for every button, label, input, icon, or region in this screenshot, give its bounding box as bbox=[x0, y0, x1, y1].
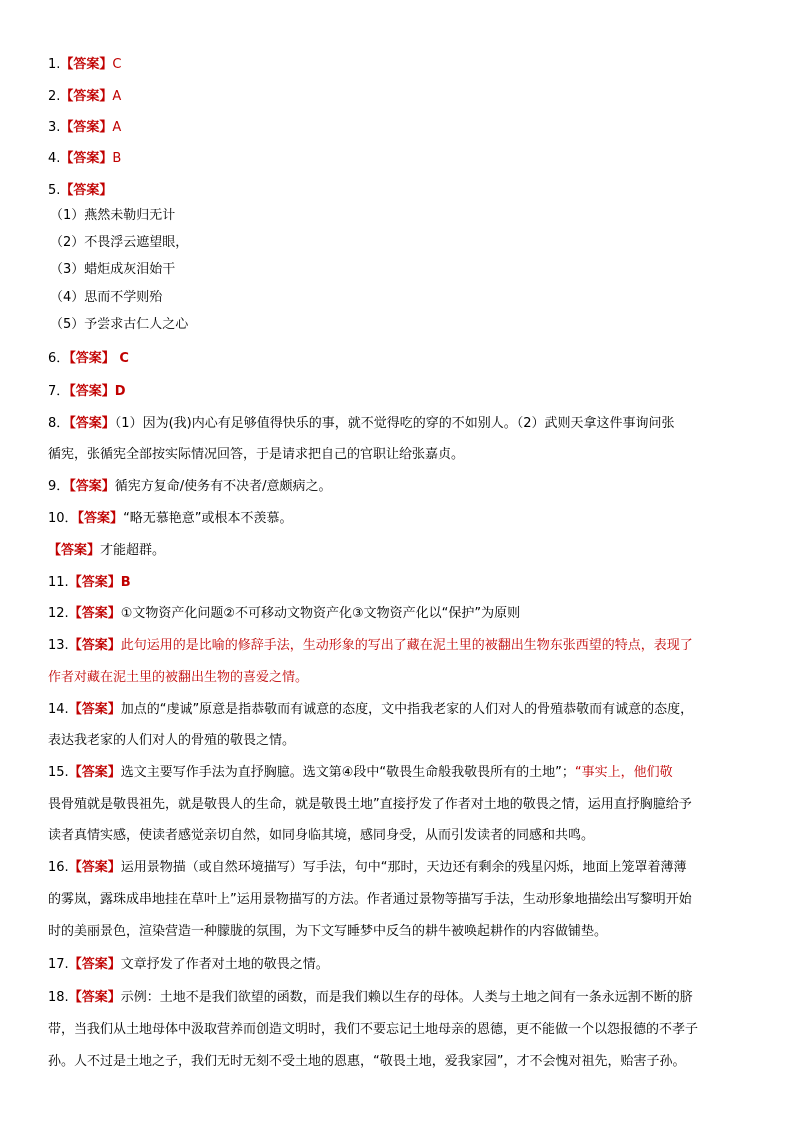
answer-tag: 【答案】 bbox=[48, 543, 101, 558]
item-number: 4. bbox=[48, 151, 61, 166]
answer-15-cont-2: 读者真情实感，使读者感觉亲切自然，如同身临其境，感同身受，从而引发读者的同感和共鸣。 bbox=[48, 828, 595, 843]
item-number: 15. bbox=[48, 765, 69, 780]
item-number: 12. bbox=[48, 606, 69, 621]
answer-text: D bbox=[114, 384, 126, 399]
answer-tag: 【答案】 bbox=[60, 89, 113, 104]
answer-tag: 【答案】 bbox=[68, 606, 121, 621]
answer-16 bbox=[48, 858, 686, 878]
answer-18-cont-1: 带，当我们从土地母体中汲取营养而创造文明时，我们不要忘记土地母亲的恩德，更不能做一个以怨报德的不孝子 bbox=[48, 1022, 699, 1037]
answer-13-cont: 作者对藏在泥土里的被翻出生物的喜爱之情。 bbox=[48, 670, 309, 685]
answer-17 bbox=[48, 955, 329, 975]
answer-text: 此句运用的是比喻的修辞手法，生动形象的写出了藏在泥土里的被翻出生物东张西望的特点，表现了 bbox=[120, 638, 693, 653]
answer-text: C bbox=[112, 57, 122, 72]
answer-5 bbox=[48, 181, 112, 201]
answer-8 bbox=[48, 414, 674, 434]
answer-tag: 【答案】 bbox=[68, 860, 121, 875]
answer-14 bbox=[48, 700, 693, 720]
answer-tag: 【答案】 bbox=[60, 120, 113, 135]
answer-tag: 【答案】 bbox=[60, 57, 113, 72]
answer-5-sub-4: （4）思而不学则殆 bbox=[50, 290, 163, 305]
answer-tag: 【答案】 bbox=[68, 990, 121, 1005]
answer-13 bbox=[48, 636, 693, 656]
answer-text: 选文主要写作手法为直抒胸臆。选文第④段中“敬畏生命般我敬畏所有的土地”； bbox=[120, 765, 575, 780]
item-number: 9． bbox=[48, 479, 70, 494]
answer-tag: 【答案】 bbox=[68, 957, 121, 972]
item-number: 11. bbox=[48, 575, 69, 590]
item-number: 1. bbox=[48, 57, 61, 72]
answer-text: ①文物资产化问题②不可移动文物资产化③文物资产化以“保护”为原则 bbox=[120, 606, 521, 621]
answer-tag: 【答案】 bbox=[68, 638, 121, 653]
answer-5-sub-3: （3）蜡炬成灰泪始干 bbox=[50, 262, 176, 277]
answer-6 bbox=[48, 349, 129, 369]
answer-tag: 【答案】 bbox=[69, 384, 115, 399]
answer-16-cont-2: 时的美丽景色，渲染营造一种朦胧的氛围，为下文写睡梦中反刍的耕牛被唤起耕作的内容做铺垫。 bbox=[48, 924, 608, 939]
answer-text: 加点的“虔诚”原意是指恭敬而有诚意的态度，文中指我老家的人们对人的骨殖恭敬而有诚意的态度， bbox=[120, 702, 694, 717]
answer-text: 示例：土地不是我们欲望的函数，而是我们赖以生存的母体。人类与土地之间有一条永远割不断的脐 bbox=[120, 990, 693, 1005]
answer-18-cont-2: 孙。人不过是土地之子，我们无时无刻不受土地的恩惠，“敬畏土地，爱我家园”，才不会愧对祖先，贻害子孙。 bbox=[48, 1054, 686, 1069]
answer-5-sub-2: （2）不畏浮云遮望眼， bbox=[50, 235, 189, 250]
answer-tag: 【答案】 bbox=[60, 183, 113, 198]
item-number: 18. bbox=[48, 990, 69, 1005]
answer-text: A bbox=[112, 89, 122, 104]
item-number: 14. bbox=[48, 702, 69, 717]
answer-text-highlight: “事实上，他们敬 bbox=[574, 765, 673, 780]
answer-text: B bbox=[112, 151, 122, 166]
answer-text: B bbox=[120, 575, 131, 590]
answer-5-sub-5: （5）予尝求古仁人之心 bbox=[50, 317, 189, 332]
answer-15-cont-1: 畏骨殖就是敬畏祖先，就是敬畏人的生命，就是敬畏土地”直接抒发了作者对土地的敬畏之情，运用直抒胸臆给予 bbox=[48, 797, 692, 812]
item-number: 10． bbox=[48, 511, 78, 526]
answer-text: C bbox=[114, 351, 129, 366]
item-number: 2. bbox=[48, 89, 61, 104]
answer-11 bbox=[48, 573, 131, 593]
answer-tag: 【答案】 bbox=[77, 511, 124, 526]
answer-tag: 【答案】 bbox=[69, 351, 115, 366]
answer-text: 循宪方复命/使务有不决者/意颇病之。 bbox=[114, 479, 332, 494]
answer-text: “略无慕艳意”或根本不羡慕。 bbox=[123, 511, 293, 526]
answer-text: （1）因为(我)内心有足够值得快乐的事，就不觉得吃的穿的不如别人。（2）武则天拿这件事询问张 bbox=[114, 416, 675, 431]
answer-12 bbox=[48, 604, 520, 624]
answer-4 bbox=[48, 149, 121, 169]
item-number: 16. bbox=[48, 860, 69, 875]
answer-1 bbox=[48, 55, 122, 75]
answer-16-cont-1: 的雾岚，露珠成串地挂在草叶上”运用景物描写的方法。作者通过景物等描写手法，生动形象地描绘出写黎明开始 bbox=[48, 892, 692, 907]
item-number: 5. bbox=[48, 183, 61, 198]
answer-text: A bbox=[112, 120, 122, 135]
answer-2 bbox=[48, 87, 121, 107]
answer-8-cont: 循宪，张循宪全部按实际情况回答，于是请求把自己的官职让给张嘉贞。 bbox=[48, 447, 465, 462]
item-number: 8． bbox=[48, 416, 70, 431]
answer-tag: 【答案】 bbox=[69, 416, 115, 431]
answer-7 bbox=[48, 382, 126, 402]
item-number: 17. bbox=[48, 957, 69, 972]
item-number: 3. bbox=[48, 120, 61, 135]
answer-10-extra bbox=[48, 541, 165, 561]
answer-14-cont: 表达我老家的人们对人的骨殖的敬畏之情。 bbox=[48, 733, 296, 748]
item-number: 7． bbox=[48, 384, 70, 399]
item-number: 13. bbox=[48, 638, 69, 653]
answer-text: 才能超群。 bbox=[100, 543, 166, 558]
answer-tag: 【答案】 bbox=[69, 479, 115, 494]
answer-15 bbox=[48, 763, 673, 783]
item-number: 6． bbox=[48, 351, 70, 366]
answer-5-sub-1: （1）燕然未勒归无计 bbox=[50, 208, 176, 223]
answer-tag: 【答案】 bbox=[68, 765, 121, 780]
answer-3 bbox=[48, 118, 121, 138]
answer-tag: 【答案】 bbox=[68, 702, 121, 717]
answer-18 bbox=[48, 988, 693, 1008]
answer-tag: 【答案】 bbox=[68, 575, 121, 590]
answer-tag: 【答案】 bbox=[60, 151, 113, 166]
answer-text: 运用景物描（或自然环境描写）写手法，句中“那时，天边还有剩余的残星闪烁，地面上笼罩着薄薄 bbox=[120, 860, 687, 875]
answer-10 bbox=[48, 509, 293, 529]
answer-text: 文章抒发了作者对土地的敬畏之情。 bbox=[120, 957, 329, 972]
answer-9 bbox=[48, 477, 332, 497]
